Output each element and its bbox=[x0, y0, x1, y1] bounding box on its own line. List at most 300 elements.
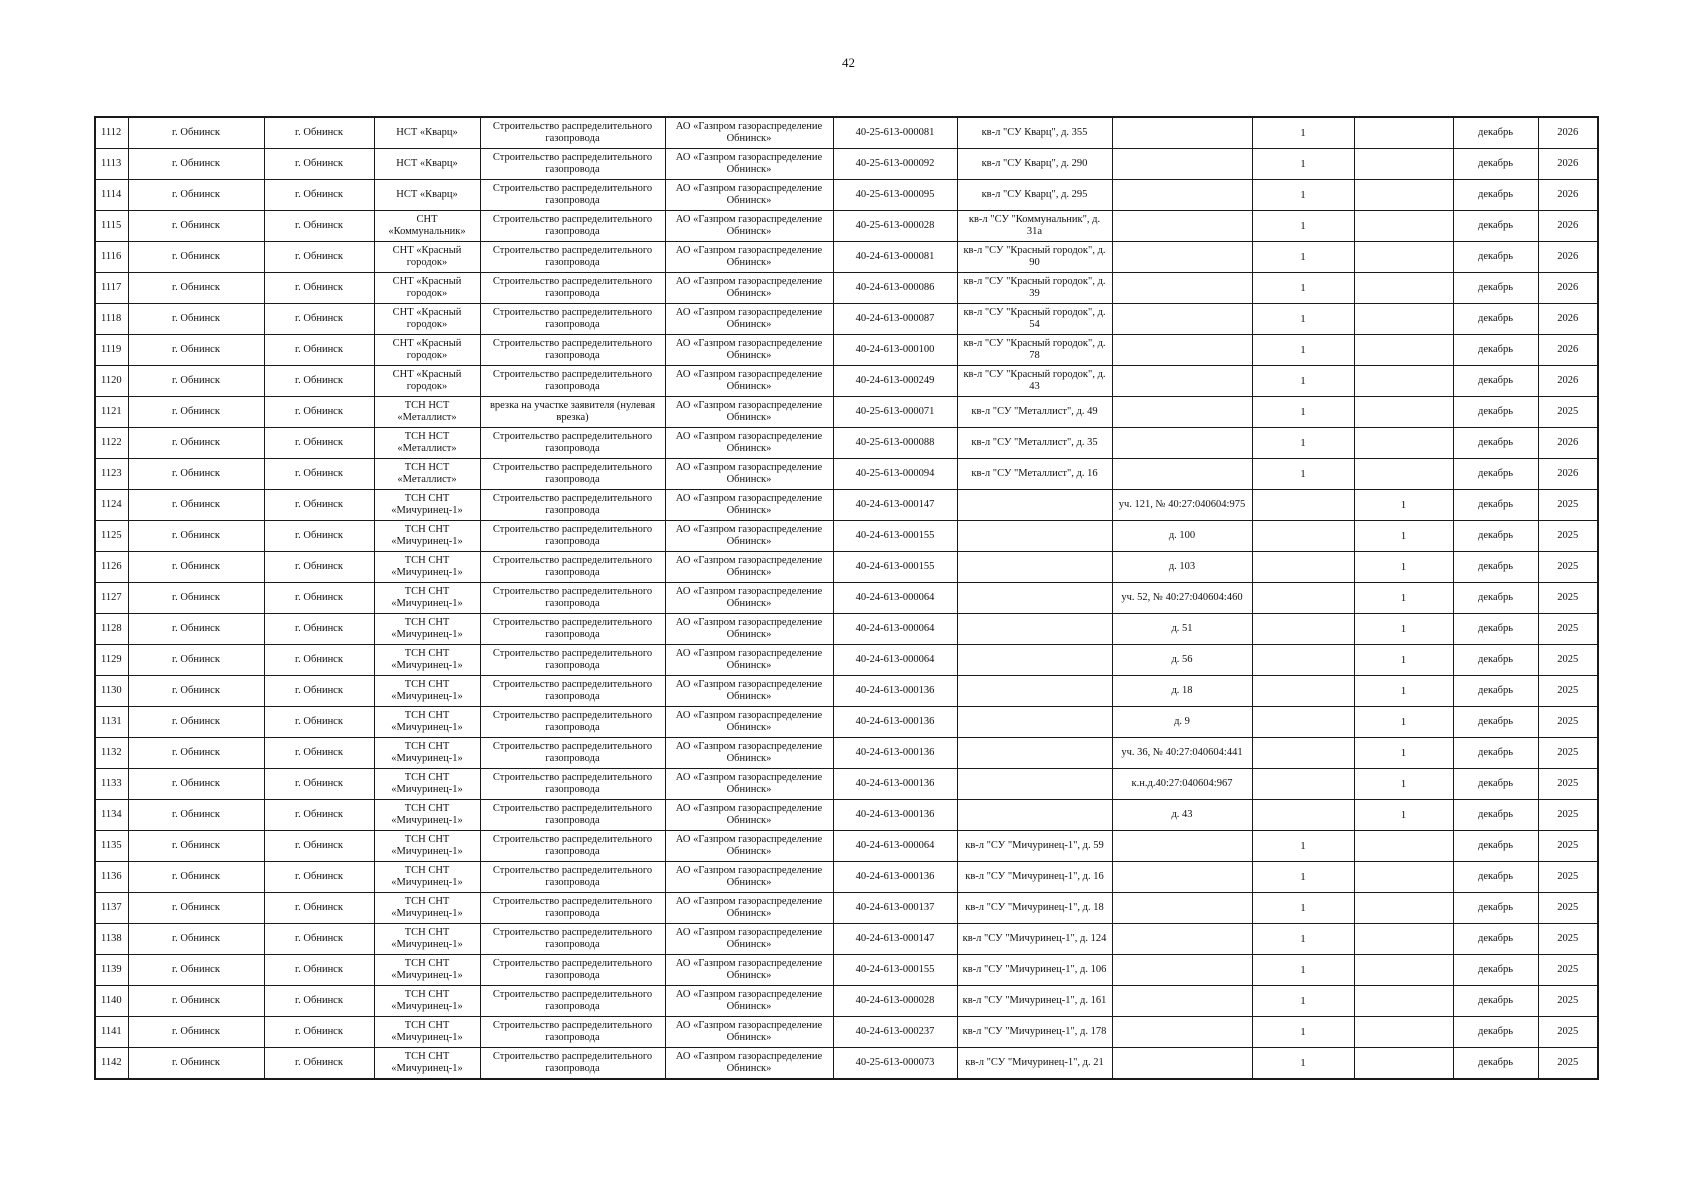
organization-cell: ТСН СНТ «Мичуринец-1» bbox=[374, 924, 480, 955]
work-type-cell: Строительство распределительного газопровода bbox=[480, 893, 665, 924]
month-cell: декабрь bbox=[1453, 149, 1538, 180]
locality-cell: г. Обнинск bbox=[264, 986, 374, 1017]
organization-cell: ТСН СНТ «Мичуринец-1» bbox=[374, 893, 480, 924]
address-cell: кв-л "СУ "Мичуринец-1", д. 124 bbox=[957, 924, 1112, 955]
plot-cell bbox=[1112, 211, 1252, 242]
table-row bbox=[95, 614, 1598, 645]
quantity-b-cell bbox=[1354, 459, 1453, 490]
row-number: 1130 bbox=[95, 676, 128, 707]
plot-cell: д. 9 bbox=[1112, 707, 1252, 738]
object-code-cell: 40-24-613-000100 bbox=[833, 335, 957, 366]
owner-cell: АО «Газпром газораспределение Обнинск» bbox=[665, 738, 833, 769]
row-number: 1128 bbox=[95, 614, 128, 645]
work-type-cell: врезка на участке заявителя (нулевая врезка) bbox=[480, 397, 665, 428]
row-number: 1132 bbox=[95, 738, 128, 769]
object-code-cell: 40-25-613-000028 bbox=[833, 211, 957, 242]
organization-cell: ТСН СНТ «Мичуринец-1» bbox=[374, 1017, 480, 1048]
quantity-b-cell bbox=[1354, 986, 1453, 1017]
organization-cell: СНТ «Красный городок» bbox=[374, 366, 480, 397]
work-type-cell: Строительство распределительного газопровода bbox=[480, 552, 665, 583]
address-cell: кв-л "СУ "Металлист", д. 16 bbox=[957, 459, 1112, 490]
work-type-cell: Строительство распределительного газопровода bbox=[480, 924, 665, 955]
city-cell: г. Обнинск bbox=[128, 304, 264, 335]
row-number: 1134 bbox=[95, 800, 128, 831]
address-cell: кв-л "СУ "Мичуринец-1", д. 178 bbox=[957, 1017, 1112, 1048]
quantity-b-cell bbox=[1354, 893, 1453, 924]
object-code-cell: 40-24-613-000136 bbox=[833, 707, 957, 738]
address-cell: кв-л "СУ Кварц", д. 355 bbox=[957, 117, 1112, 149]
table-row bbox=[95, 800, 1598, 831]
locality-cell: г. Обнинск bbox=[264, 738, 374, 769]
quantity-a-cell bbox=[1252, 490, 1354, 521]
month-cell: декабрь bbox=[1453, 428, 1538, 459]
row-number: 1121 bbox=[95, 397, 128, 428]
work-type-cell: Строительство распределительного газопровода bbox=[480, 273, 665, 304]
owner-cell: АО «Газпром газораспределение Обнинск» bbox=[665, 211, 833, 242]
table-row bbox=[95, 893, 1598, 924]
organization-cell: ТСН СНТ «Мичуринец-1» bbox=[374, 955, 480, 986]
table-row bbox=[95, 862, 1598, 893]
owner-cell: АО «Газпром газораспределение Обнинск» bbox=[665, 583, 833, 614]
quantity-a-cell: 1 bbox=[1252, 862, 1354, 893]
work-type-cell: Строительство распределительного газопровода bbox=[480, 831, 665, 862]
row-number: 1133 bbox=[95, 769, 128, 800]
locality-cell: г. Обнинск bbox=[264, 211, 374, 242]
year-cell: 2025 bbox=[1538, 831, 1598, 862]
address-cell: кв-л "СУ "Коммунальник", д. 31а bbox=[957, 211, 1112, 242]
quantity-b-cell bbox=[1354, 304, 1453, 335]
owner-cell: АО «Газпром газораспределение Обнинск» bbox=[665, 645, 833, 676]
address-cell bbox=[957, 614, 1112, 645]
plot-cell: уч. 52, № 40:27:040604:460 bbox=[1112, 583, 1252, 614]
locality-cell: г. Обнинск bbox=[264, 242, 374, 273]
city-cell: г. Обнинск bbox=[128, 397, 264, 428]
quantity-a-cell: 1 bbox=[1252, 366, 1354, 397]
plot-cell bbox=[1112, 366, 1252, 397]
locality-cell: г. Обнинск bbox=[264, 490, 374, 521]
address-cell bbox=[957, 645, 1112, 676]
organization-cell: НСТ «Кварц» bbox=[374, 180, 480, 211]
month-cell: декабрь bbox=[1453, 1048, 1538, 1080]
year-cell: 2026 bbox=[1538, 366, 1598, 397]
year-cell: 2026 bbox=[1538, 180, 1598, 211]
object-code-cell: 40-24-613-000136 bbox=[833, 800, 957, 831]
year-cell: 2025 bbox=[1538, 676, 1598, 707]
address-cell bbox=[957, 552, 1112, 583]
month-cell: декабрь bbox=[1453, 397, 1538, 428]
month-cell: декабрь bbox=[1453, 459, 1538, 490]
work-type-cell: Строительство распределительного газопровода bbox=[480, 211, 665, 242]
month-cell: декабрь bbox=[1453, 862, 1538, 893]
work-type-cell: Строительство распределительного газопровода bbox=[480, 335, 665, 366]
work-type-cell: Строительство распределительного газопровода bbox=[480, 428, 665, 459]
row-number: 1118 bbox=[95, 304, 128, 335]
object-code-cell: 40-25-613-000095 bbox=[833, 180, 957, 211]
object-code-cell: 40-25-613-000073 bbox=[833, 1048, 957, 1080]
row-number: 1140 bbox=[95, 986, 128, 1017]
quantity-a-cell: 1 bbox=[1252, 893, 1354, 924]
plot-cell: д. 103 bbox=[1112, 552, 1252, 583]
city-cell: г. Обнинск bbox=[128, 1017, 264, 1048]
organization-cell: ТСН СНТ «Мичуринец-1» bbox=[374, 552, 480, 583]
organization-cell: ТСН СНТ «Мичуринец-1» bbox=[374, 738, 480, 769]
quantity-b-cell bbox=[1354, 924, 1453, 955]
table-row bbox=[95, 366, 1598, 397]
quantity-b-cell: 1 bbox=[1354, 490, 1453, 521]
plot-cell bbox=[1112, 986, 1252, 1017]
year-cell: 2026 bbox=[1538, 242, 1598, 273]
organization-cell: НСТ «Кварц» bbox=[374, 149, 480, 180]
table-row bbox=[95, 738, 1598, 769]
year-cell: 2026 bbox=[1538, 273, 1598, 304]
owner-cell: АО «Газпром газораспределение Обнинск» bbox=[665, 893, 833, 924]
plot-cell bbox=[1112, 335, 1252, 366]
table-row bbox=[95, 149, 1598, 180]
address-cell: кв-л "СУ "Мичуринец-1", д. 59 bbox=[957, 831, 1112, 862]
month-cell: декабрь bbox=[1453, 831, 1538, 862]
quantity-b-cell bbox=[1354, 397, 1453, 428]
organization-cell: СНТ «Красный городок» bbox=[374, 242, 480, 273]
quantity-b-cell: 1 bbox=[1354, 707, 1453, 738]
plot-cell bbox=[1112, 273, 1252, 304]
month-cell: декабрь bbox=[1453, 1017, 1538, 1048]
work-type-cell: Строительство распределительного газопровода bbox=[480, 676, 665, 707]
object-code-cell: 40-25-613-000081 bbox=[833, 117, 957, 149]
address-cell bbox=[957, 676, 1112, 707]
owner-cell: АО «Газпром газораспределение Обнинск» bbox=[665, 924, 833, 955]
address-cell: кв-л "СУ "Металлист", д. 35 bbox=[957, 428, 1112, 459]
locality-cell: г. Обнинск bbox=[264, 800, 374, 831]
locality-cell: г. Обнинск bbox=[264, 1017, 374, 1048]
table-row bbox=[95, 521, 1598, 552]
owner-cell: АО «Газпром газораспределение Обнинск» bbox=[665, 707, 833, 738]
quantity-b-cell: 1 bbox=[1354, 521, 1453, 552]
work-type-cell: Строительство распределительного газопровода bbox=[480, 583, 665, 614]
address-cell: кв-л "СУ "Красный городок", д. 43 bbox=[957, 366, 1112, 397]
quantity-a-cell: 1 bbox=[1252, 986, 1354, 1017]
plot-cell bbox=[1112, 459, 1252, 490]
owner-cell: АО «Газпром газораспределение Обнинск» bbox=[665, 800, 833, 831]
table-row bbox=[95, 459, 1598, 490]
work-type-cell: Строительство распределительного газопровода bbox=[480, 149, 665, 180]
address-cell: кв-л "СУ "Красный городок", д. 78 bbox=[957, 335, 1112, 366]
row-number: 1123 bbox=[95, 459, 128, 490]
quantity-b-cell bbox=[1354, 955, 1453, 986]
quantity-b-cell bbox=[1354, 117, 1453, 149]
locality-cell: г. Обнинск bbox=[264, 769, 374, 800]
table-row bbox=[95, 831, 1598, 862]
quantity-a-cell: 1 bbox=[1252, 304, 1354, 335]
locality-cell: г. Обнинск bbox=[264, 366, 374, 397]
address-cell bbox=[957, 583, 1112, 614]
owner-cell: АО «Газпром газораспределение Обнинск» bbox=[665, 180, 833, 211]
row-number: 1131 bbox=[95, 707, 128, 738]
city-cell: г. Обнинск bbox=[128, 676, 264, 707]
plot-cell: д. 56 bbox=[1112, 645, 1252, 676]
address-cell: кв-л "СУ Кварц", д. 295 bbox=[957, 180, 1112, 211]
quantity-a-cell bbox=[1252, 521, 1354, 552]
month-cell: декабрь bbox=[1453, 738, 1538, 769]
work-type-cell: Строительство распределительного газопровода bbox=[480, 242, 665, 273]
owner-cell: АО «Газпром газораспределение Обнинск» bbox=[665, 397, 833, 428]
address-cell bbox=[957, 490, 1112, 521]
plot-cell: д. 18 bbox=[1112, 676, 1252, 707]
city-cell: г. Обнинск bbox=[128, 769, 264, 800]
year-cell: 2026 bbox=[1538, 117, 1598, 149]
quantity-a-cell bbox=[1252, 738, 1354, 769]
table-row bbox=[95, 273, 1598, 304]
quantity-b-cell bbox=[1354, 335, 1453, 366]
object-code-cell: 40-25-613-000088 bbox=[833, 428, 957, 459]
plot-cell bbox=[1112, 1017, 1252, 1048]
row-number: 1120 bbox=[95, 366, 128, 397]
row-number: 1126 bbox=[95, 552, 128, 583]
organization-cell: ТСН СНТ «Мичуринец-1» bbox=[374, 769, 480, 800]
work-type-cell: Строительство распределительного газопровода bbox=[480, 180, 665, 211]
address-cell: кв-л "СУ "Мичуринец-1", д. 18 bbox=[957, 893, 1112, 924]
year-cell: 2025 bbox=[1538, 862, 1598, 893]
quantity-a-cell: 1 bbox=[1252, 273, 1354, 304]
work-type-cell: Строительство распределительного газопровода bbox=[480, 769, 665, 800]
quantity-a-cell: 1 bbox=[1252, 924, 1354, 955]
work-type-cell: Строительство распределительного газопровода bbox=[480, 614, 665, 645]
object-code-cell: 40-24-613-000136 bbox=[833, 769, 957, 800]
quantity-a-cell bbox=[1252, 800, 1354, 831]
quantity-a-cell: 1 bbox=[1252, 117, 1354, 149]
city-cell: г. Обнинск bbox=[128, 149, 264, 180]
locality-cell: г. Обнинск bbox=[264, 552, 374, 583]
quantity-b-cell: 1 bbox=[1354, 552, 1453, 583]
city-cell: г. Обнинск bbox=[128, 490, 264, 521]
quantity-a-cell bbox=[1252, 583, 1354, 614]
row-number: 1141 bbox=[95, 1017, 128, 1048]
object-code-cell: 40-25-613-000092 bbox=[833, 149, 957, 180]
address-cell: кв-л "СУ "Металлист", д. 49 bbox=[957, 397, 1112, 428]
month-cell: декабрь bbox=[1453, 924, 1538, 955]
locality-cell: г. Обнинск bbox=[264, 924, 374, 955]
object-code-cell: 40-24-613-000137 bbox=[833, 893, 957, 924]
organization-cell: ТСН СНТ «Мичуринец-1» bbox=[374, 862, 480, 893]
table-row bbox=[95, 242, 1598, 273]
work-type-cell: Строительство распределительного газопровода bbox=[480, 459, 665, 490]
organization-cell: ТСН СНТ «Мичуринец-1» bbox=[374, 521, 480, 552]
owner-cell: АО «Газпром газораспределение Обнинск» bbox=[665, 335, 833, 366]
owner-cell: АО «Газпром газораспределение Обнинск» bbox=[665, 459, 833, 490]
work-type-cell: Строительство распределительного газопровода bbox=[480, 490, 665, 521]
year-cell: 2025 bbox=[1538, 1017, 1598, 1048]
owner-cell: АО «Газпром газораспределение Обнинск» bbox=[665, 117, 833, 149]
organization-cell: ТСН СНТ «Мичуринец-1» bbox=[374, 831, 480, 862]
row-number: 1124 bbox=[95, 490, 128, 521]
work-type-cell: Строительство распределительного газопровода bbox=[480, 707, 665, 738]
year-cell: 2025 bbox=[1538, 924, 1598, 955]
month-cell: декабрь bbox=[1453, 242, 1538, 273]
page-number: 42 bbox=[842, 55, 855, 70]
address-cell bbox=[957, 707, 1112, 738]
object-code-cell: 40-25-613-000071 bbox=[833, 397, 957, 428]
quantity-a-cell: 1 bbox=[1252, 1017, 1354, 1048]
city-cell: г. Обнинск bbox=[128, 366, 264, 397]
plot-cell: д. 43 bbox=[1112, 800, 1252, 831]
address-cell: кв-л "СУ "Красный городок", д. 90 bbox=[957, 242, 1112, 273]
city-cell: г. Обнинск bbox=[128, 211, 264, 242]
work-type-cell: Строительство распределительного газопровода bbox=[480, 1017, 665, 1048]
row-number: 1122 bbox=[95, 428, 128, 459]
quantity-a-cell bbox=[1252, 614, 1354, 645]
locality-cell: г. Обнинск bbox=[264, 831, 374, 862]
city-cell: г. Обнинск bbox=[128, 800, 264, 831]
quantity-b-cell bbox=[1354, 180, 1453, 211]
owner-cell: АО «Газпром газораспределение Обнинск» bbox=[665, 831, 833, 862]
organization-cell: СНТ «Красный городок» bbox=[374, 273, 480, 304]
year-cell: 2025 bbox=[1538, 397, 1598, 428]
object-code-cell: 40-25-613-000094 bbox=[833, 459, 957, 490]
quantity-a-cell: 1 bbox=[1252, 180, 1354, 211]
owner-cell: АО «Газпром газораспределение Обнинск» bbox=[665, 521, 833, 552]
plot-cell bbox=[1112, 831, 1252, 862]
organization-cell: ТСН СНТ «Мичуринец-1» bbox=[374, 1048, 480, 1080]
work-type-cell: Строительство распределительного газопровода bbox=[480, 304, 665, 335]
locality-cell: г. Обнинск bbox=[264, 645, 374, 676]
table-row bbox=[95, 117, 1598, 149]
quantity-b-cell bbox=[1354, 366, 1453, 397]
city-cell: г. Обнинск bbox=[128, 242, 264, 273]
row-number: 1127 bbox=[95, 583, 128, 614]
row-number: 1135 bbox=[95, 831, 128, 862]
year-cell: 2026 bbox=[1538, 211, 1598, 242]
object-code-cell: 40-24-613-000136 bbox=[833, 738, 957, 769]
plot-cell: д. 100 bbox=[1112, 521, 1252, 552]
row-number: 1129 bbox=[95, 645, 128, 676]
owner-cell: АО «Газпром газораспределение Обнинск» bbox=[665, 490, 833, 521]
month-cell: декабрь bbox=[1453, 521, 1538, 552]
quantity-b-cell: 1 bbox=[1354, 645, 1453, 676]
quantity-b-cell bbox=[1354, 831, 1453, 862]
plot-cell: уч. 36, № 40:27:040604:441 bbox=[1112, 738, 1252, 769]
locality-cell: г. Обнинск bbox=[264, 459, 374, 490]
year-cell: 2025 bbox=[1538, 552, 1598, 583]
city-cell: г. Обнинск bbox=[128, 459, 264, 490]
city-cell: г. Обнинск bbox=[128, 117, 264, 149]
quantity-b-cell: 1 bbox=[1354, 614, 1453, 645]
year-cell: 2025 bbox=[1538, 769, 1598, 800]
row-number: 1125 bbox=[95, 521, 128, 552]
year-cell: 2025 bbox=[1538, 893, 1598, 924]
organization-cell: СНТ «Красный городок» bbox=[374, 335, 480, 366]
city-cell: г. Обнинск bbox=[128, 552, 264, 583]
row-number: 1112 bbox=[95, 117, 128, 149]
quantity-a-cell bbox=[1252, 552, 1354, 583]
plot-cell bbox=[1112, 893, 1252, 924]
city-cell: г. Обнинск bbox=[128, 924, 264, 955]
quantity-a-cell: 1 bbox=[1252, 242, 1354, 273]
table-row bbox=[95, 924, 1598, 955]
object-code-cell: 40-24-613-000237 bbox=[833, 1017, 957, 1048]
quantity-a-cell: 1 bbox=[1252, 831, 1354, 862]
owner-cell: АО «Газпром газораспределение Обнинск» bbox=[665, 1017, 833, 1048]
year-cell: 2025 bbox=[1538, 521, 1598, 552]
city-cell: г. Обнинск bbox=[128, 955, 264, 986]
year-cell: 2025 bbox=[1538, 583, 1598, 614]
row-number: 1139 bbox=[95, 955, 128, 986]
month-cell: декабрь bbox=[1453, 335, 1538, 366]
quantity-a-cell: 1 bbox=[1252, 1048, 1354, 1080]
month-cell: декабрь bbox=[1453, 676, 1538, 707]
organization-cell: ТСН НСТ «Металлист» bbox=[374, 459, 480, 490]
locality-cell: г. Обнинск bbox=[264, 707, 374, 738]
table-row bbox=[95, 986, 1598, 1017]
quantity-b-cell bbox=[1354, 1048, 1453, 1080]
table-row bbox=[95, 211, 1598, 242]
locality-cell: г. Обнинск bbox=[264, 1048, 374, 1080]
quantity-a-cell bbox=[1252, 707, 1354, 738]
quantity-b-cell bbox=[1354, 149, 1453, 180]
year-cell: 2025 bbox=[1538, 1048, 1598, 1080]
object-code-cell: 40-24-613-000249 bbox=[833, 366, 957, 397]
table-row bbox=[95, 645, 1598, 676]
object-code-cell: 40-24-613-000064 bbox=[833, 645, 957, 676]
address-cell: кв-л "СУ "Мичуринец-1", д. 106 bbox=[957, 955, 1112, 986]
owner-cell: АО «Газпром газораспределение Обнинск» bbox=[665, 366, 833, 397]
object-code-cell: 40-24-613-000155 bbox=[833, 955, 957, 986]
object-code-cell: 40-24-613-000147 bbox=[833, 490, 957, 521]
city-cell: г. Обнинск bbox=[128, 428, 264, 459]
month-cell: декабрь bbox=[1453, 552, 1538, 583]
address-cell: кв-л "СУ "Красный городок", д. 39 bbox=[957, 273, 1112, 304]
owner-cell: АО «Газпром газораспределение Обнинск» bbox=[665, 552, 833, 583]
locality-cell: г. Обнинск bbox=[264, 955, 374, 986]
month-cell: декабрь bbox=[1453, 645, 1538, 676]
locality-cell: г. Обнинск bbox=[264, 335, 374, 366]
month-cell: декабрь bbox=[1453, 273, 1538, 304]
city-cell: г. Обнинск bbox=[128, 831, 264, 862]
object-code-cell: 40-24-613-000155 bbox=[833, 521, 957, 552]
table-row bbox=[95, 583, 1598, 614]
plot-cell bbox=[1112, 117, 1252, 149]
city-cell: г. Обнинск bbox=[128, 862, 264, 893]
work-type-cell: Строительство распределительного газопровода bbox=[480, 800, 665, 831]
quantity-a-cell: 1 bbox=[1252, 335, 1354, 366]
month-cell: декабрь bbox=[1453, 769, 1538, 800]
plot-cell: уч. 121, № 40:27:040604:975 bbox=[1112, 490, 1252, 521]
quantity-b-cell bbox=[1354, 242, 1453, 273]
locality-cell: г. Обнинск bbox=[264, 273, 374, 304]
locality-cell: г. Обнинск bbox=[264, 397, 374, 428]
table-row bbox=[95, 707, 1598, 738]
year-cell: 2026 bbox=[1538, 428, 1598, 459]
month-cell: декабрь bbox=[1453, 707, 1538, 738]
locality-cell: г. Обнинск bbox=[264, 862, 374, 893]
organization-cell: СНТ «Коммунальник» bbox=[374, 211, 480, 242]
quantity-b-cell bbox=[1354, 273, 1453, 304]
address-cell: кв-л "СУ "Мичуринец-1", д. 161 bbox=[957, 986, 1112, 1017]
organization-cell: ТСН СНТ «Мичуринец-1» bbox=[374, 614, 480, 645]
quantity-a-cell bbox=[1252, 645, 1354, 676]
locality-cell: г. Обнинск bbox=[264, 583, 374, 614]
table-row bbox=[95, 490, 1598, 521]
object-code-cell: 40-24-613-000155 bbox=[833, 552, 957, 583]
locality-cell: г. Обнинск bbox=[264, 521, 374, 552]
month-cell: декабрь bbox=[1453, 986, 1538, 1017]
quantity-a-cell: 1 bbox=[1252, 211, 1354, 242]
city-cell: г. Обнинск bbox=[128, 1048, 264, 1080]
owner-cell: АО «Газпром газораспределение Обнинск» bbox=[665, 676, 833, 707]
year-cell: 2025 bbox=[1538, 800, 1598, 831]
quantity-a-cell: 1 bbox=[1252, 459, 1354, 490]
plot-cell bbox=[1112, 1048, 1252, 1080]
address-cell bbox=[957, 800, 1112, 831]
plot-cell bbox=[1112, 304, 1252, 335]
